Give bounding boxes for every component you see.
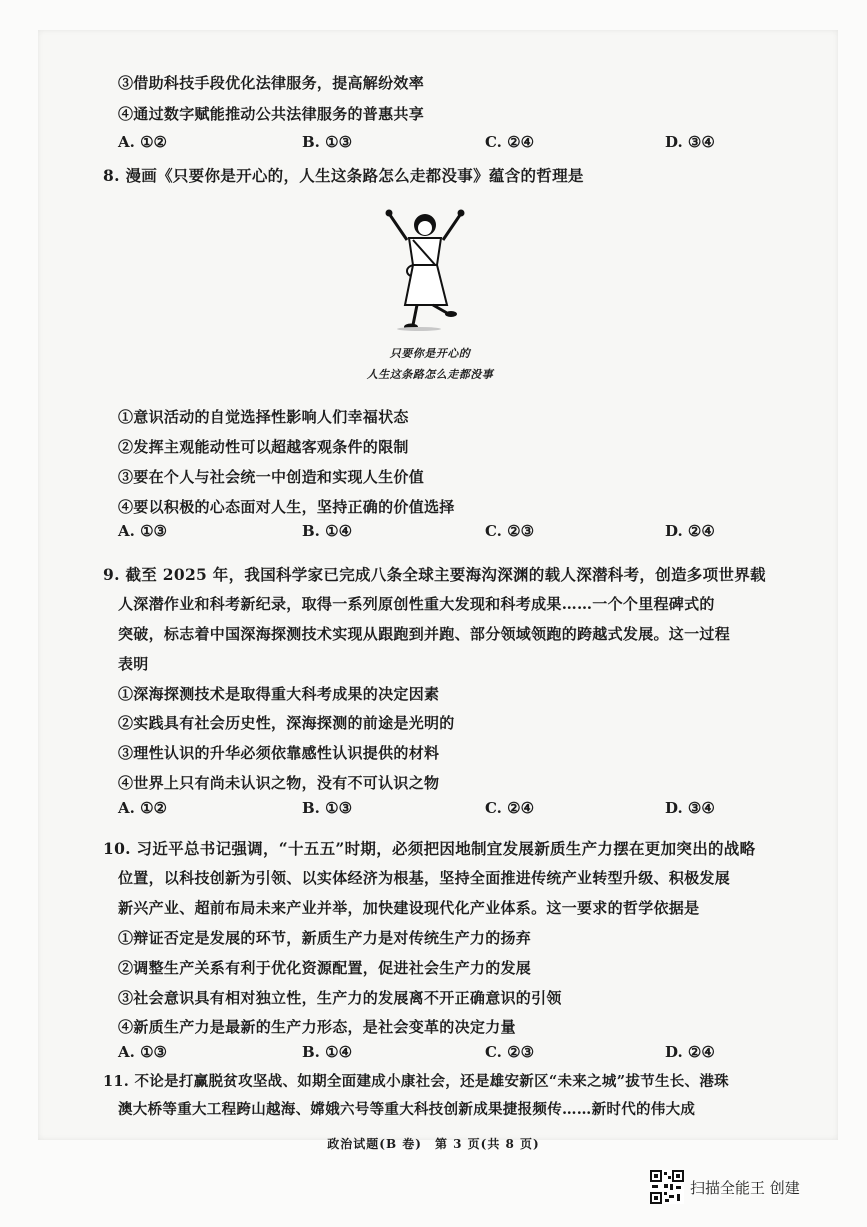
q8-option-a: A. ①③ [118,522,167,540]
q8-item1: ①意识活动的自觉选择性影响人们幸福状态 [118,408,409,426]
q10-option-a: A. ①③ [118,1043,167,1061]
q7-item3: ③借助科技手段优化法律服务，提高解纷效率 [118,74,425,92]
q8-option-d: D. ②④ [665,522,715,540]
q8-option-c: C. ②③ [485,522,535,540]
q7-option-b: B. ①③ [302,133,353,151]
q9-stem-line3: 突破，标志着中国深海探测技术实现从跟跑到并跑、部分领域领跑的跨越式发展。这一过程 [118,625,731,643]
q10-option-d: D. ②④ [665,1043,715,1061]
q9-option-b: B. ①③ [302,799,353,817]
q9-item1: ①深海探测技术是取得重大科考成果的决定因素 [118,685,440,703]
q9-option-d: D. ③④ [665,799,715,817]
q8-item4: ④要以积极的心态面对人生，坚持正确的价值选择 [118,498,455,516]
q11-stem-line2: 澳大桥等重大工程跨山越海、嫦娥六号等重大科技创新成果捷报频传……新时代的伟大成 [118,1101,696,1118]
q9-option-a: A. ①② [118,799,167,817]
q9-stem-line2: 人深潜作业和科考新纪录，取得一系列原创性重大发现和科考成果……一个个里程碑式的 [118,595,715,613]
cheering-girl-illustration [355,195,495,335]
q10-item4: ④新质生产力是最新的生产力形态，是社会变革的决定力量 [118,1018,516,1036]
q10-stem-line1: 10. 习近平总书记强调，“十五五”时期，必须把因地制宜发展新质生产力摆在更加突出的战略 [103,839,756,858]
q8-stem: 8. 漫画《只要你是开心的，人生这条路怎么走都没事》蕴含的哲理是 [103,166,584,185]
q8-option-b: B. ①④ [302,522,353,540]
q9-item2: ②实践具有社会历史性，深海探测的前途是光明的 [118,714,455,732]
q10-option-b: B. ①④ [302,1043,353,1061]
q9-option-c: C. ②④ [485,799,535,817]
q11-stem-line1: 11. 不论是打赢脱贫攻坚战、如期全面建成小康社会，还是雄安新区“未来之城”拔节生长、港珠 [103,1073,729,1090]
scanner-watermark [650,1170,800,1204]
q8-item3: ③要在个人与社会统一中创造和实现人生价值 [118,468,425,486]
q10-stem-line3: 新兴产业、超前布局未来产业并举，加快建设现代化产业体系。这一要求的哲学依据是 [118,899,700,917]
q10-item1: ①辩证否定是发展的环节，新质生产力是对传统生产力的扬弃 [118,929,532,947]
q7-option-d: D. ③④ [665,133,715,151]
q9-stem-line4: 表明 [118,655,149,673]
cartoon-caption-line2: 人生这条路怎么走都没事 [366,368,494,381]
q9-item3: ③理性认识的升华必须依靠感性认识提供的材料 [118,744,440,762]
q7-option-c: C. ②④ [485,133,535,151]
q10-item2: ②调整生产关系有利于优化资源配置，促进社会生产力的发展 [118,959,532,977]
q9-item4: ④世界上只有尚未认识之物，没有不可认识之物 [118,774,440,792]
q10-item3: ③社会意识具有相对独立性，生产力的发展离不开正确意识的引领 [118,989,562,1007]
q10-stem-line2: 位置，以科技创新为引领、以实体经济为根基，坚持全面推进传统产业转型升级、积极发展 [118,869,731,887]
cartoon-caption-line1: 只要你是开心的 [389,347,471,360]
q7-item4: ④通过数字赋能推动公共法律服务的普惠共享 [118,105,425,123]
q8-item2: ②发挥主观能动性可以超越客观条件的限制 [118,438,409,456]
q10-option-c: C. ②③ [485,1043,535,1061]
watermark-text: 扫描全能王 创建 [690,1178,800,1197]
q7-option-a: A. ①② [118,133,167,151]
q9-stem-line1: 9. 截至 2025 年，我国科学家已完成八条全球主要海沟深渊的载人深潜科考，创造多项世界载 [103,565,766,584]
qr-code-icon [650,1170,684,1204]
page-footer: 政治试题(B 卷) 第 3 页(共 8 页) [327,1137,540,1151]
